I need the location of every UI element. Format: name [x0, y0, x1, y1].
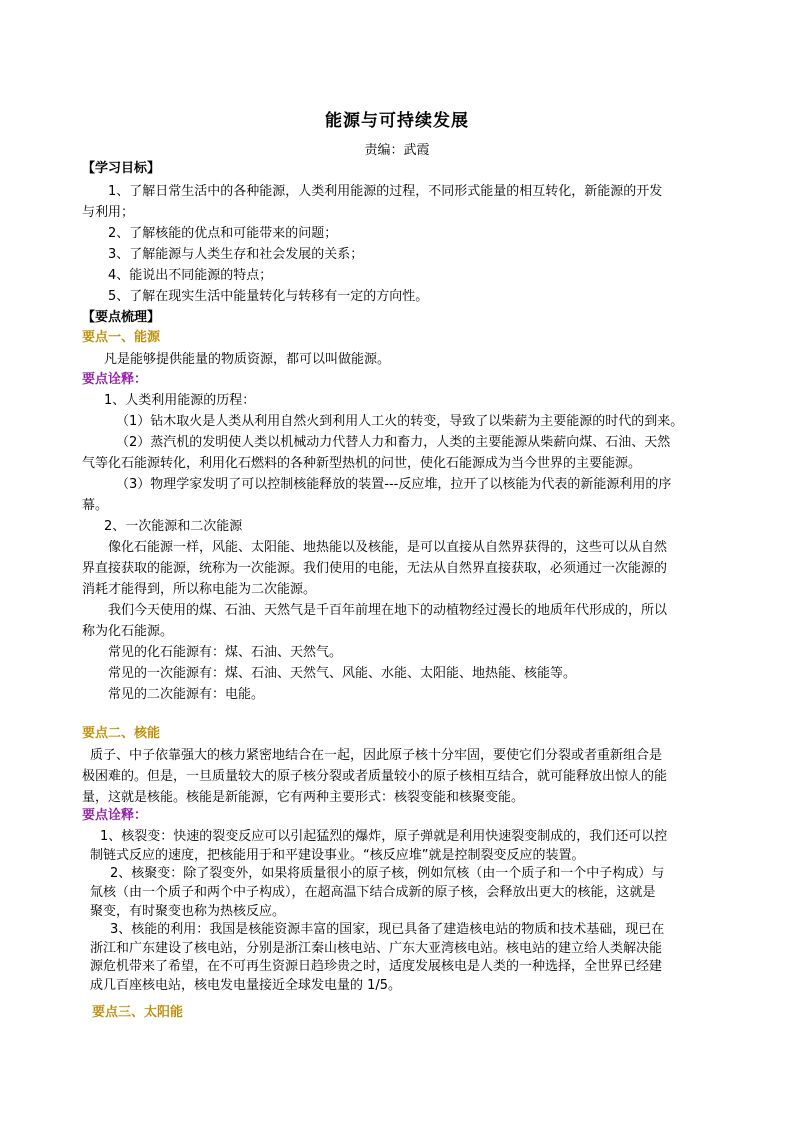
point1-line: 1、人类利用能源的历程： — [104, 393, 256, 408]
point2-intro-line: 极困难的。但是，一旦质量较大的原子核分裂或者质量较小的原子核相互结合，就可能释放出惊人的能 — [82, 769, 668, 784]
point1-explain-heading: 要点诠释： — [82, 372, 148, 387]
point1-line: （3）物理学家发明了可以控制核能释放的装置---反应堆，拉开了以核能为代表的新能源利用的序 — [116, 477, 672, 492]
goal-line: 3、了解能源与人类生存和社会发展的关系； — [108, 247, 364, 262]
point1-line: 消耗才能得到，所以称电能为二次能源。 — [82, 582, 317, 597]
point1-line: 气等化石能源转化，利用化石燃料的各种新型热机的问世，使化石能源成为当今世界的主要能源。 — [82, 456, 642, 471]
point2-line: 3、核能的利用：我国是核能资源丰富的国家，现已具备了建造核电站的物质和技术基础，现已在 — [110, 922, 665, 937]
point1-line: 我们今天使用的煤、石油、天然气是千百年前埋在地下的动植物经过漫长的地质年代形成的，所以 — [108, 603, 668, 618]
point2-line: 浙江和广东建设了核电站，分别是浙江秦山核电站、广东大亚湾核电站。核电站的建立给人类解决能 — [90, 941, 663, 956]
goal-line: 5、了解在现实生活中能量转化与转移有一定的方向性。 — [108, 289, 429, 304]
point2-explain-heading: 要点诠释： — [82, 808, 148, 823]
point2-heading: 要点二、核能 — [82, 726, 161, 741]
goal-line: 2、了解核能的优点和可能带来的问题； — [108, 226, 338, 241]
point2-line: 成几百座核电站，核电发电量接近全球发电量的 1/5。 — [90, 978, 402, 993]
goal-line: 1、了解日常生活中的各种能源，人类利用能源的过程，不同形式能量的相互转化，新能源的开发 — [108, 184, 663, 199]
point1-line: 常见的化石能源有：煤、石油、天然气。 — [108, 645, 343, 660]
point1-line: （2）蒸汽机的发明使人类以机械动力代替人力和畜力，人类的主要能源从柴薪向煤、石油、天然 — [116, 435, 671, 450]
document-editor: 责编：武霞 — [364, 143, 430, 158]
point2-line: 聚变，有时聚变也称为热核反应。 — [90, 904, 286, 919]
point2-line: 源危机带来了希望，在不可再生资源日趋珍贵之时，适度发展核电是人类的一种选择，全世界已经建 — [90, 959, 663, 974]
point2-line: 氚核（由一个质子和两个中子构成），在超高温下结合成新的原子核，会释放出更大的核能，这就是 — [90, 885, 656, 900]
point1-line: 2、一次能源和二次能源 — [104, 519, 243, 534]
point1-definition: 凡是能够提供能量的物质资源，都可以叫做能源。 — [104, 352, 391, 367]
point1-heading: 要点一、能源 — [82, 330, 161, 345]
summary-heading: 【要点梳理】 — [82, 310, 161, 325]
goal-line: 4、能说出不同能源的特点； — [108, 268, 273, 283]
point1-line: （1）钻木取火是人类从利用自然火到利用人工火的转变，导致了以柴薪为主要能源的时代的到来。 — [116, 414, 684, 429]
point3-heading: 要点三、太阳能 — [92, 1005, 184, 1020]
point2-line: 1、核裂变：快速的裂变反应可以引起猛烈的爆炸，原子弹就是利用快速裂变制成的，我们还可以控 — [100, 829, 668, 844]
point1-line: 常见的一次能源有：煤、石油、天然气、风能、水能、太阳能、地热能、核能等。 — [108, 666, 577, 681]
point1-line: 像化石能源一样，风能、太阳能、地热能以及核能，是可以直接从自然界获得的，这些可以从自然 — [108, 540, 668, 555]
point1-line: 幕。 — [82, 498, 109, 513]
goal-line: 与利用； — [82, 205, 135, 220]
point2-line: 制链式反应的速度，把核能用于和平建设事业。“核反应堆”就是控制裂变反应的装置。 — [90, 848, 585, 863]
document-title: 能源与可持续发展 — [325, 111, 469, 131]
point2-intro-line: 质子、中子依靠强大的核力紧密地结合在一起，因此原子核十分牢固，要使它们分裂或者重新组合是 — [90, 748, 663, 763]
point1-line: 界直接获取的能源，统称为一次能源。我们使用的电能，无法从自然界直接获取，必须通过一次能源的 — [82, 561, 668, 576]
point1-line: 称为化石能源。 — [82, 624, 174, 639]
point2-intro-line: 量，这就是核能。核能是新能源，它有两种主要形式：核裂变能和核聚变能。 — [82, 790, 525, 805]
point1-line: 常见的二次能源有：电能。 — [108, 687, 265, 702]
goals-heading: 【学习目标】 — [82, 161, 161, 176]
point2-line: 2、核聚变：除了裂变外，如果将质量很小的原子核，例如氘核（由一个质子和一个中子构成）与 — [110, 866, 665, 881]
